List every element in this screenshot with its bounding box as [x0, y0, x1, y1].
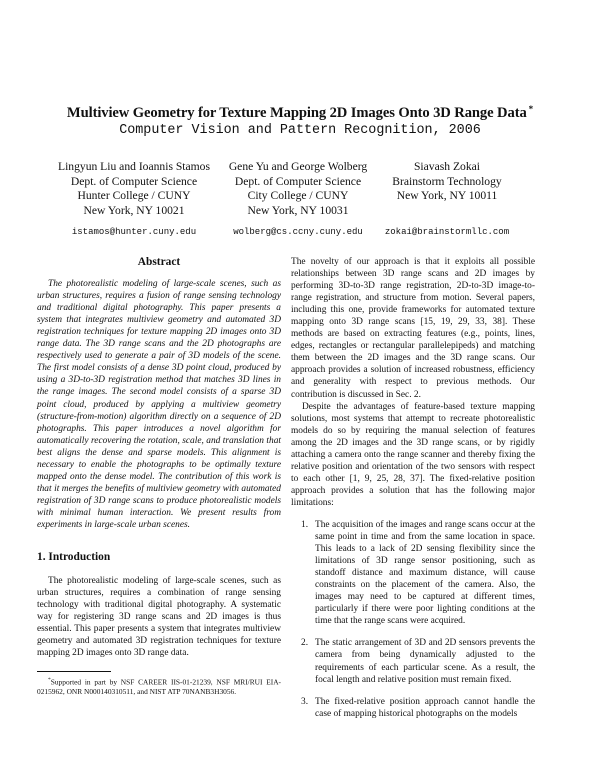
- list-number: 1.: [301, 519, 309, 530]
- footnote-rule: [37, 671, 111, 672]
- author-email: zokai@brainstormllc.com: [384, 226, 510, 237]
- title-text: Multiview Geometry for Texture Mapping 2D Images Onto 3D Range Data: [66, 105, 527, 121]
- paper-title: [0, 104, 600, 122]
- list-number: 3.: [301, 696, 309, 707]
- list-number: 2.: [301, 638, 309, 649]
- right-column: [291, 256, 535, 730]
- author-block-1: [49, 160, 219, 240]
- footnote-text: Supported in part by NSF CAREER IIS-01-21239, NSF MRI/RUI EIA-0215962, ONR N000140310511, and NIST ATP 70NANB3H3056.: [37, 677, 281, 697]
- left-column: [37, 256, 281, 696]
- list-text: The static arrangement of 3D and 2D sensors prevents the camera from being dynamically adjusted to the requirements of each particular scene. As a result, the focal length and relative position must remain fixed.: [315, 638, 535, 685]
- author-inst: New York, NY 10011: [396, 189, 498, 202]
- author-email: istamos@hunter.cuny.edu: [71, 227, 197, 237]
- intro-body: The photorealistic modeling of large-scale scenes, such as urban structures, requires a combination of range sensing technology with traditional digital photography. A systematic way for registering 3D range scans and 2D images is thus essential. This paper presents a system that integrates multiview geometry and automated 3D registration techniques for texture mapping 2D images onto 3D range data.: [37, 576, 281, 659]
- author-inst: Hunter College / CUNY: [77, 189, 191, 202]
- paper-subtitle: Computer Vision and Pattern Recognition, 2006: [119, 123, 481, 138]
- list-text: The acquisition of the images and range scans occur at the same point in time and from the same location in space. This leads to a lack of 2D sensing flexibility since the limitations of 3D range sensor positioning, such as standoff distance and maximum distance, will cause constraints on the placement of the camera. Also, the images may need to be captured at different times, particularly if there were poor lighting conditions at the time that the range scans were acquired.: [315, 519, 535, 627]
- intro-heading: 1. Introduction: [37, 551, 111, 564]
- abstract-body: The photorealistic modeling of large-scale scenes, such as urban structures, requires a fusion of range sensing technology and traditional digital photography. This paper presents a system that integrates multiview geometry and automated 3D registration techniques for texture mapping 2D images onto 3D range data. The 3D range scans and the 2D photographs are respectively used to generate a pair of 3D models of the scene. The first model consists of a dense 3D point cloud, produced by using a 3D-to-3D registration method that matches 3D lines in the range images. The second model consists of a sparse 3D point cloud, produced by applying a multiview geometry (structure-from-motion) algorithm directly on a sequence of 2D photographs. This paper introduces a novel algorithm for automatically recovering the rotation, scale, and translation that best aligns the dense and sparse models. This alignment is necessary to enable the photographs to be optimally texture mapped onto the dense model. The contribution of this work is that it merges the benefits of multiview geometry with automated registration of 3D range scans to produce photorealistic models with minimal human interaction. We present results from experiments in large-scale urban scenes.: [37, 279, 281, 530]
- author-dept: Brainstorm Technology: [392, 174, 502, 188]
- author-names: Siavash Zokai: [413, 160, 480, 173]
- author-email: wolberg@cs.ccny.cuny.edu: [233, 227, 363, 237]
- author-names: Gene Yu and George Wolberg: [228, 160, 368, 173]
- list-text: The fixed-relative position approach cannot handle the case of mapping historical photographs on the models: [315, 696, 535, 719]
- author-dept: Dept. of Computer Science: [234, 174, 362, 188]
- limitations-list: [291, 519, 535, 720]
- list-item: [291, 637, 535, 685]
- footnote-mark: *: [48, 677, 51, 684]
- footnote: [37, 676, 281, 696]
- list-item: [291, 696, 535, 720]
- author-inst: City College / CUNY: [247, 189, 349, 202]
- author-dept: Dept. of Computer Science: [70, 174, 198, 188]
- author-block-2: [213, 160, 383, 240]
- right-paragraph-2: Despite the advantages of feature-based texture mapping solutions, most systems that attempt to recreate photorealistic models do so by requiring the manual selection of features among the 2D images and the 3D range scans, or by rigidly attaching a camera onto the range scanner and thereby fixing the relative position and orientation of the two sensors with respect to each other [1, 9, 25, 28, 37]. The fixed-relative position approach provides a solution that has the following major limitations:: [291, 401, 535, 508]
- author-block-3: [362, 160, 532, 239]
- author-city: New York, NY 10031: [247, 203, 349, 217]
- right-paragraph-1: The novelty of our approach is that it exploits all possible relationships between 3D range scans and 2D images by performing 3D-to-3D range registration, 2D-to-3D image-to-range registration, and structure from motion. Several papers, including this one, provide frameworks for automated texture mapping onto 3D range scans [15, 19, 29, 33, 38]. These methods are based on extracting features (e.g., points, lines, edges, rectangles or rectangular parallelepipeds) and matching them between the 2D images and the 3D range scans. Our approach provides a solution of increased robustness, efficiency and generality with respect to previous methods. Our contribution is discussed in Sec. 2.: [291, 257, 535, 400]
- abstract-heading: Abstract: [137, 256, 181, 268]
- author-names: Lingyun Liu and Ioannis Stamos: [58, 160, 210, 173]
- list-item: [291, 519, 535, 627]
- author-city: New York, NY 10021: [83, 203, 185, 217]
- title-footnote-mark: *: [528, 104, 534, 114]
